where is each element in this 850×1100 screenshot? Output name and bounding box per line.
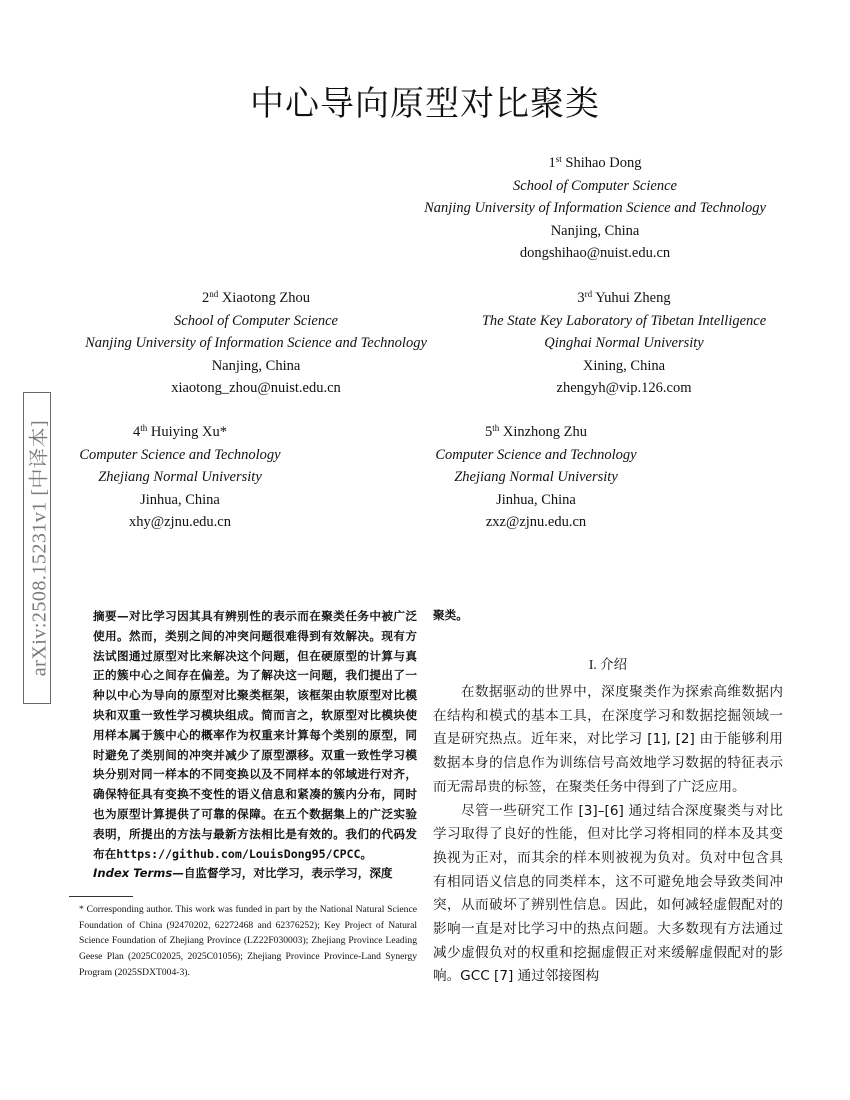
author-block-1: 1st Shihao Dong School of Computer Science Nanjing University of Information Science and Technology Nanjing, China dongshihao@nuist.edu.cn <box>395 152 795 265</box>
abstract-text: 摘要—对比学习因其具有辨别性的表示而在聚类任务中被广泛使用。然而，类别之间的冲突问题很难得到有效解决。现有方法试图通过原型对比来解决这个问题，但在硬原型的计算与真正的簇中心之间存在偏差。为了解决这一问题，我们提出了一种以中心为导向的原型对比聚类框架，该框架由软原型对比模块和双重一致性学习模块组成。简而言之，软原型对比模块使用样本属于簇中心的概率作为权重来计算每个类别的原型，同时避免了类别间的冲突并减少了原型漂移。双重一致性学习模块分别对同一样本的不同变换以及不同样本的邻域进行对齐，确保特征具有变换不变性的语义信息和紧凑的簇内分布，同时也为原型计算提供了可靠的保障。在五个数据集上的广泛实验表明，所提出的方法与最新方法相比是有效的。我们的代码发布在 <box>93 609 417 861</box>
author-email: xhy@zjnu.edu.cn <box>129 514 231 531</box>
author-name: Xinzhong Zhu <box>502 424 588 440</box>
author-block-4: 4th Huiying Xu* Computer Science and Technology Zhejiang Normal University Jinhua, China xhy@zjnu.edu.cn <box>60 421 300 534</box>
author-email: dongshihao@nuist.edu.cn <box>519 245 671 262</box>
arxiv-stamp <box>23 392 51 704</box>
page-title: 中心导向原型对比聚类 <box>250 84 600 124</box>
author-email: zhengyh@vip.126.com <box>556 380 692 397</box>
index-terms: —自监督学习，对比学习，表示学习，深度 <box>172 866 393 881</box>
footnote-rule <box>69 896 133 897</box>
author-name: Xiaotong Zhou <box>221 290 311 306</box>
section-heading: I. 介绍 <box>588 657 628 672</box>
author-email: xiaotong_zhou@nuist.edu.cn <box>171 380 341 397</box>
author-name: Shihao Dong <box>565 155 642 171</box>
footnote: * Corresponding author. This work was funded in part by the National Natural Science Foundation of China (92470202, 62272468 and 62376252); Key Project of Natural Science Foundation of Zhejiang Province (LZ22F030003); Zhejiang Province Leading Geese Plan (2025C02025, 2025C01056); Zhejiang Province Province-Land Synergy Program (2025SDXT004-3). <box>79 904 417 978</box>
author-name: Huiying Xu* <box>150 424 227 440</box>
arxiv-stamp-text: arXiv:2508.15231v1 [中译本] <box>28 419 51 677</box>
author-block-3: 3rd Yuhui Zheng The State Key Laboratory of Tibetan Intelligence Qinghai Normal University Xining, China zhengyh@vip.126.com <box>452 287 796 400</box>
author-block-2: 2nd Xiaotong Zhou School of Computer Science Nanjing University of Information Science and Technology Nanjing, China xiaotong_zhou@nuist.edu.cn <box>60 287 452 400</box>
paragraph: 尽管一些研究工作 [3]–[6] 通过结合深度聚类与对比学习取得了良好的性能，但对比学习将相同的样本及其变换视为正对，而其余的样本则被视为负对。负对中包含具有相同语义信息的同类样本，这不可避免地会导致类间冲突，从而破坏了辨别性信息。因此，如何减轻虚假配对的影响一直是对比学习中的热点问题。大多数现有方法通过减少虚假负对的权重和挖掘虚假正对来缓解虚假配对的影响。GCC [7] 通过邻接图构 <box>433 802 783 985</box>
code-link[interactable]: https://github.com/LouisDong95/CPCC <box>116 846 361 861</box>
author-block-5: 5th Xinzhong Zhu Computer Science and Technology Zhejiang Normal University Jinhua, China zxz@zjnu.edu.cn <box>416 421 656 534</box>
index-terms-label: Index Terms <box>93 866 173 881</box>
author-email: zxz@zjnu.edu.cn <box>485 514 587 531</box>
abstract: 摘要—对比学习因其具有辨别性的表示而在聚类任务中被广泛使用。然而，类别之间的冲突问题很难得到有效解决。现有方法试图通过原型对比来解决这个问题，但在硬原型的计算与真正的簇中心之间存在偏差。为了解决这一问题，我们提出了一种以中心为导向的原型对比聚类框架，该框架由软原型对比模块和双重一致性学习模块组成。简而言之，软原型对比模块使用样本属于簇中心的概率作为权重来计算每个类别的原型，同时避免了类别间的冲突并减少了原型漂移。双重一致性学习模块分别对同一样本的不同变换以及不同样本的邻域进行对齐，确保特征具有变换不变性的语义信息和紧凑的簇内分布，同时也为原型计算提供了可靠的保障。在五个数据集上的广泛实验表明，所提出的方法与最新方法相比是有效的。我们的代码发布在https://github.com/LouisDong95/CPCC。 Index Terms—自监督学习，对比学习，表示学习，深度 <box>93 609 417 881</box>
paragraph: 在数据驱动的世界中，深度聚类作为探索高维数据内在结构和模式的基本工具，在深度学习和数据挖掘领域一直是研究热点。近年来，对比学习 [1], [2] 由于能够利用数据本身的信息作为训练信号高效地学习数据的特征表示而无需昂贵的标签，在聚类任务中得到了广泛应用。 <box>433 684 783 795</box>
author-name: Yuhui Zheng <box>595 290 671 306</box>
index-terms-continuation: 聚类。 <box>433 608 468 622</box>
section-body <box>433 681 783 989</box>
